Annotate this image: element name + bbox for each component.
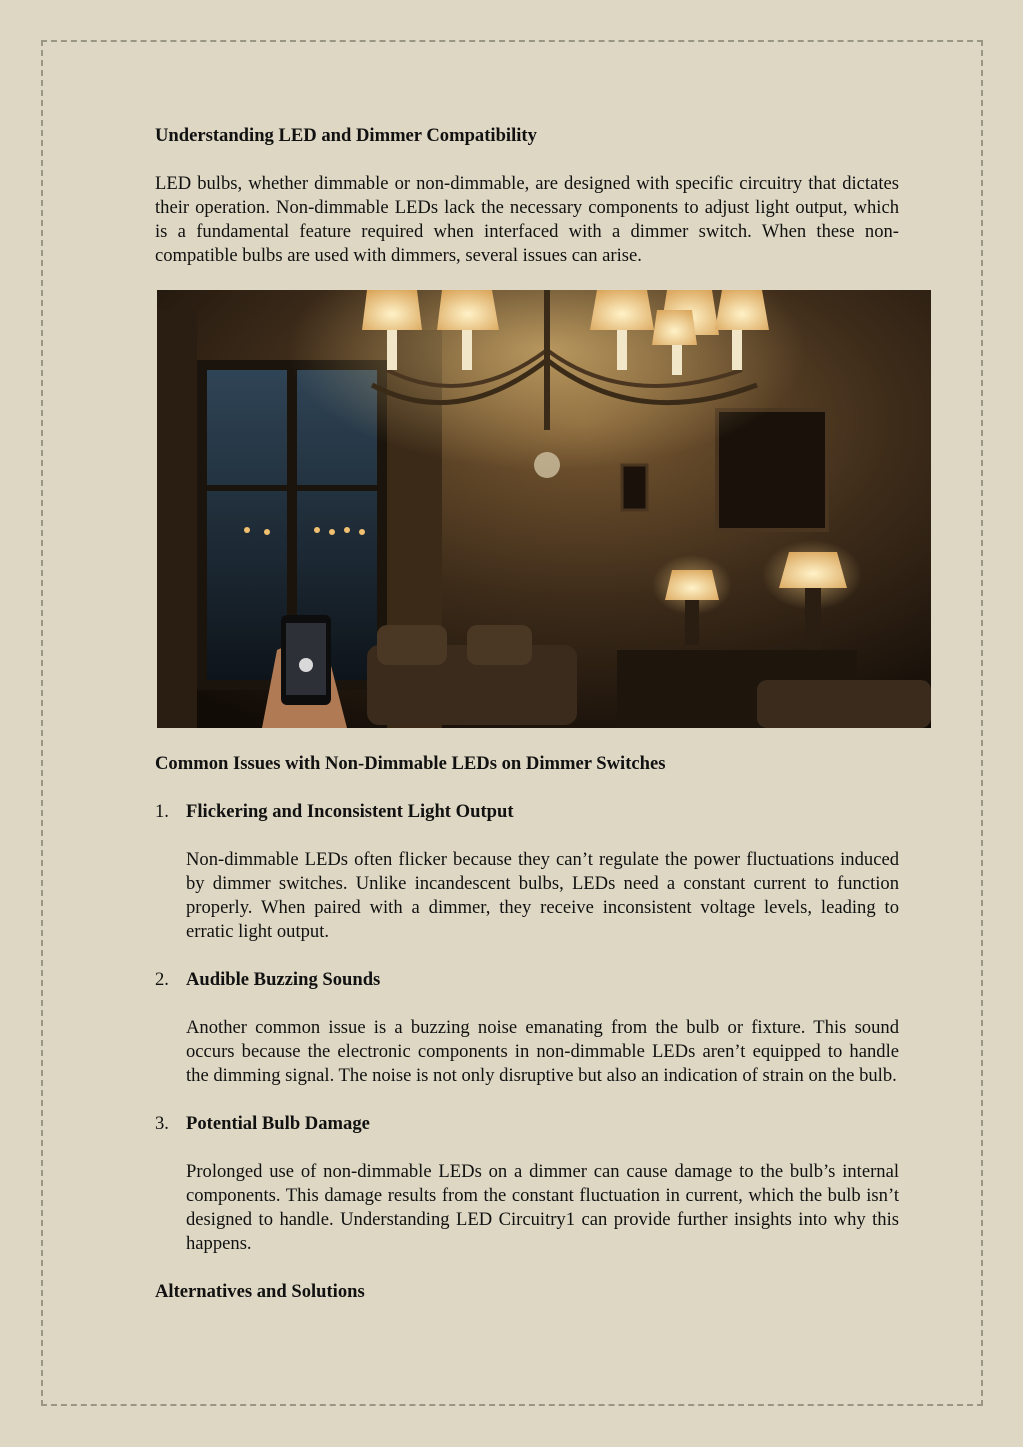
- issue-item-2: [155, 968, 899, 1088]
- section-heading-common-issues: Common Issues with Non-Dimmable LEDs on Dimmer Switches: [155, 753, 666, 774]
- issue-body: Another common issue is a buzzing noise emanating from the bulb or fixture. This sound occurs because the electronic components in non-dimmable LEDs aren’t equipped to handle the dimming signal. The noise is not only disruptive but also an indication of strain on the bulb.: [186, 1017, 899, 1086]
- issue-number: 2.: [155, 969, 169, 990]
- issue-title: Potential Bulb Damage: [186, 1113, 370, 1134]
- issue-number: 3.: [155, 1113, 169, 1134]
- issue-item-1: [155, 800, 899, 944]
- issue-title: Flickering and Inconsistent Light Output: [186, 801, 514, 822]
- issue-number: 1.: [155, 801, 169, 822]
- issue-title: Audible Buzzing Sounds: [186, 969, 381, 990]
- issue-item-3: [155, 1112, 899, 1256]
- section-heading-compatibility: Understanding LED and Dimmer Compatibility: [155, 125, 537, 146]
- living-room-chandelier-photo: [157, 290, 931, 728]
- intro-paragraph: LED bulbs, whether dimmable or non-dimmable, are designed with specific circuitry that dictates their operation. Non-dimmable LEDs lack the necessary components to adjust light output, which is a fundamental feature required when interfaced with a dimmer switch. When these non-compatible bulbs are used with dimmers, several issues can arise.: [155, 173, 899, 266]
- document-content: [155, 124, 899, 1304]
- issue-body: Non-dimmable LEDs often flicker because they can’t regulate the power fluctuations induced by dimmer switches. Unlike incandescent bulbs, LEDs need a constant current to function properly. When paired with a dimmer, they receive inconsistent voltage levels, leading to erratic light output.: [186, 849, 899, 942]
- section-heading-alternatives: Alternatives and Solutions: [155, 1281, 365, 1302]
- issue-body: Prolonged use of non-dimmable LEDs on a dimmer can cause damage to the bulb’s internal components. This damage results from the constant fluctuation in current, which the bulb isn’t designed to handle. Understanding LED Circuitry1 can provide further insights into why this happens.: [186, 1161, 899, 1254]
